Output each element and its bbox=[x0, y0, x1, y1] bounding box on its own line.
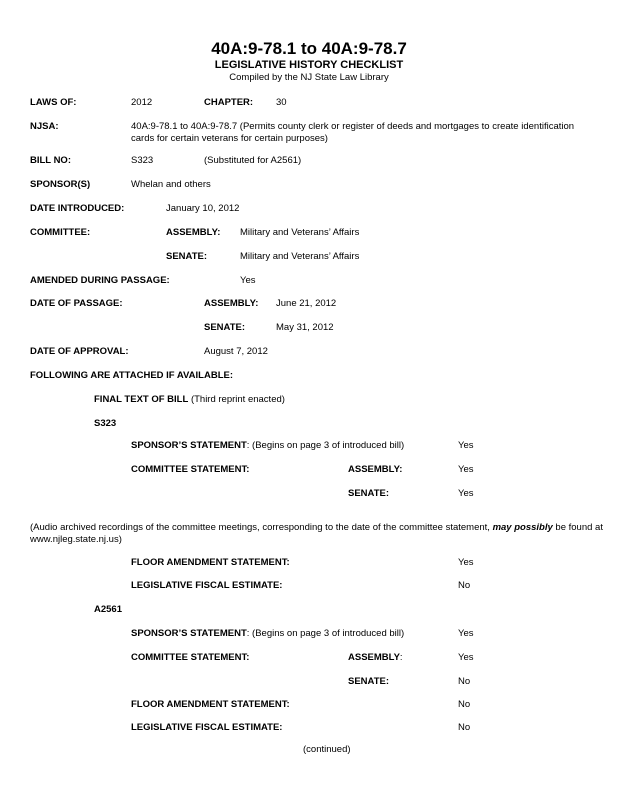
final-text-label: FINAL TEXT OF BILL bbox=[94, 394, 189, 405]
bill-no-note: (Substituted for A2561) bbox=[204, 155, 302, 166]
a2561-fiscal-estimate-value: No bbox=[458, 722, 471, 733]
page-subtitle: LEGISLATIVE HISTORY CHECKLIST bbox=[214, 59, 404, 71]
a2561-fiscal-estimate-label: LEGISLATIVE FISCAL ESTIMATE: bbox=[131, 722, 283, 733]
approval-value: August 7, 2012 bbox=[204, 346, 268, 357]
a2561-senate-label: SENATE: bbox=[348, 676, 389, 687]
laws-of-value: 2012 bbox=[131, 97, 153, 108]
chapter-value: 30 bbox=[276, 97, 287, 108]
date-introduced-label: DATE INTRODUCED: bbox=[30, 203, 125, 214]
s323-assembly-value: Yes bbox=[458, 464, 474, 475]
a2561-floor-amendment-label: FLOOR AMENDMENT STATEMENT: bbox=[131, 699, 290, 710]
a2561-sponsor-statement bbox=[131, 628, 404, 640]
final-text-note: (Third reprint enacted) bbox=[190, 394, 285, 405]
passage-assembly-label: ASSEMBLY: bbox=[204, 298, 259, 309]
a2561-assembly-label: ASSEMBLY bbox=[348, 652, 400, 663]
a2561-assembly bbox=[348, 652, 403, 664]
njsa-label: NJSA: bbox=[30, 121, 59, 132]
s323-senate-value: Yes bbox=[458, 488, 474, 499]
audio-note-part2: be found at www.njleg.state.nj.us) bbox=[30, 522, 603, 545]
chapter-label: CHAPTER: bbox=[204, 97, 254, 108]
s323-fiscal-estimate-value: No bbox=[458, 580, 471, 591]
audio-note bbox=[30, 522, 605, 546]
s323-floor-amendment-value: Yes bbox=[458, 557, 474, 568]
committee-assembly-value: Military and Veterans’ Affairs bbox=[240, 227, 360, 238]
attached-heading: FOLLOWING ARE ATTACHED IF AVAILABLE: bbox=[30, 370, 233, 381]
s323-floor-amendment-label: FLOOR AMENDMENT STATEMENT: bbox=[131, 557, 290, 568]
page-title: 40A:9-78.1 to 40A:9-78.7 bbox=[211, 39, 407, 58]
a2561-assembly-colon: : bbox=[399, 652, 403, 663]
a2561-assembly-value: Yes bbox=[458, 652, 474, 663]
s323-sponsor-statement-label: SPONSOR’S STATEMENT bbox=[131, 440, 247, 451]
s323-sponsor-statement-value: Yes bbox=[458, 440, 474, 451]
approval-label: DATE OF APPROVAL: bbox=[30, 346, 129, 357]
s323-fiscal-estimate-label: LEGISLATIVE FISCAL ESTIMATE: bbox=[131, 580, 283, 591]
compiled-by: Compiled by the NJ State Law Library bbox=[229, 72, 389, 83]
s323-committee-statement-label: COMMITTEE STATEMENT: bbox=[131, 464, 250, 475]
a2561-senate-value: No bbox=[458, 676, 471, 687]
s323-sponsor-statement-note: : (Begins on page 3 of introduced bill) bbox=[246, 440, 405, 451]
passage-senate-label: SENATE: bbox=[204, 322, 245, 333]
a2561-heading: A2561 bbox=[94, 604, 122, 615]
final-text-row bbox=[94, 394, 285, 406]
amended-value: Yes bbox=[240, 275, 256, 286]
s323-senate-label: SENATE: bbox=[348, 488, 389, 499]
a2561-sponsor-statement-label: SPONSOR’S STATEMENT bbox=[131, 628, 247, 639]
laws-of-label: LAWS OF: bbox=[30, 97, 77, 108]
amended-label: AMENDED DURING PASSAGE: bbox=[30, 275, 170, 286]
passage-senate-value: May 31, 2012 bbox=[276, 322, 334, 333]
passage-label: DATE OF PASSAGE: bbox=[30, 298, 123, 309]
a2561-committee-statement-label: COMMITTEE STATEMENT: bbox=[131, 652, 250, 663]
committee-senate-label: SENATE: bbox=[166, 251, 207, 262]
njsa-value: 40A:9-78.1 to 40A:9-78.7 (Permits county clerk or register of deeds and mortgages to create identification cards for certain veterans for certain purposes) bbox=[131, 121, 575, 144]
sponsors-label: SPONSOR(S) bbox=[30, 179, 91, 190]
committee-label: COMMITTEE: bbox=[30, 227, 91, 238]
s323-sponsor-statement bbox=[131, 440, 404, 452]
committee-assembly-label: ASSEMBLY: bbox=[166, 227, 221, 238]
passage-assembly-value: June 21, 2012 bbox=[276, 298, 337, 309]
audio-note-emphasis: may possibly bbox=[492, 522, 553, 533]
a2561-sponsor-statement-value: Yes bbox=[458, 628, 474, 639]
s323-assembly-label: ASSEMBLY: bbox=[348, 464, 403, 475]
date-introduced-value: January 10, 2012 bbox=[166, 203, 240, 214]
continued-note: (continued) bbox=[303, 744, 351, 755]
bill-no-value: S323 bbox=[131, 155, 154, 166]
s323-heading: S323 bbox=[94, 418, 117, 429]
bill-no-label: BILL NO: bbox=[30, 155, 71, 166]
a2561-floor-amendment-value: No bbox=[458, 699, 471, 710]
sponsors-value: Whelan and others bbox=[131, 179, 211, 190]
audio-note-part1: (Audio archived recordings of the committee meetings, corresponding to the date of the committee statement, bbox=[30, 522, 493, 533]
committee-senate-value: Military and Veterans’ Affairs bbox=[240, 251, 360, 262]
a2561-sponsor-statement-note: : (Begins on page 3 of introduced bill) bbox=[246, 628, 405, 639]
